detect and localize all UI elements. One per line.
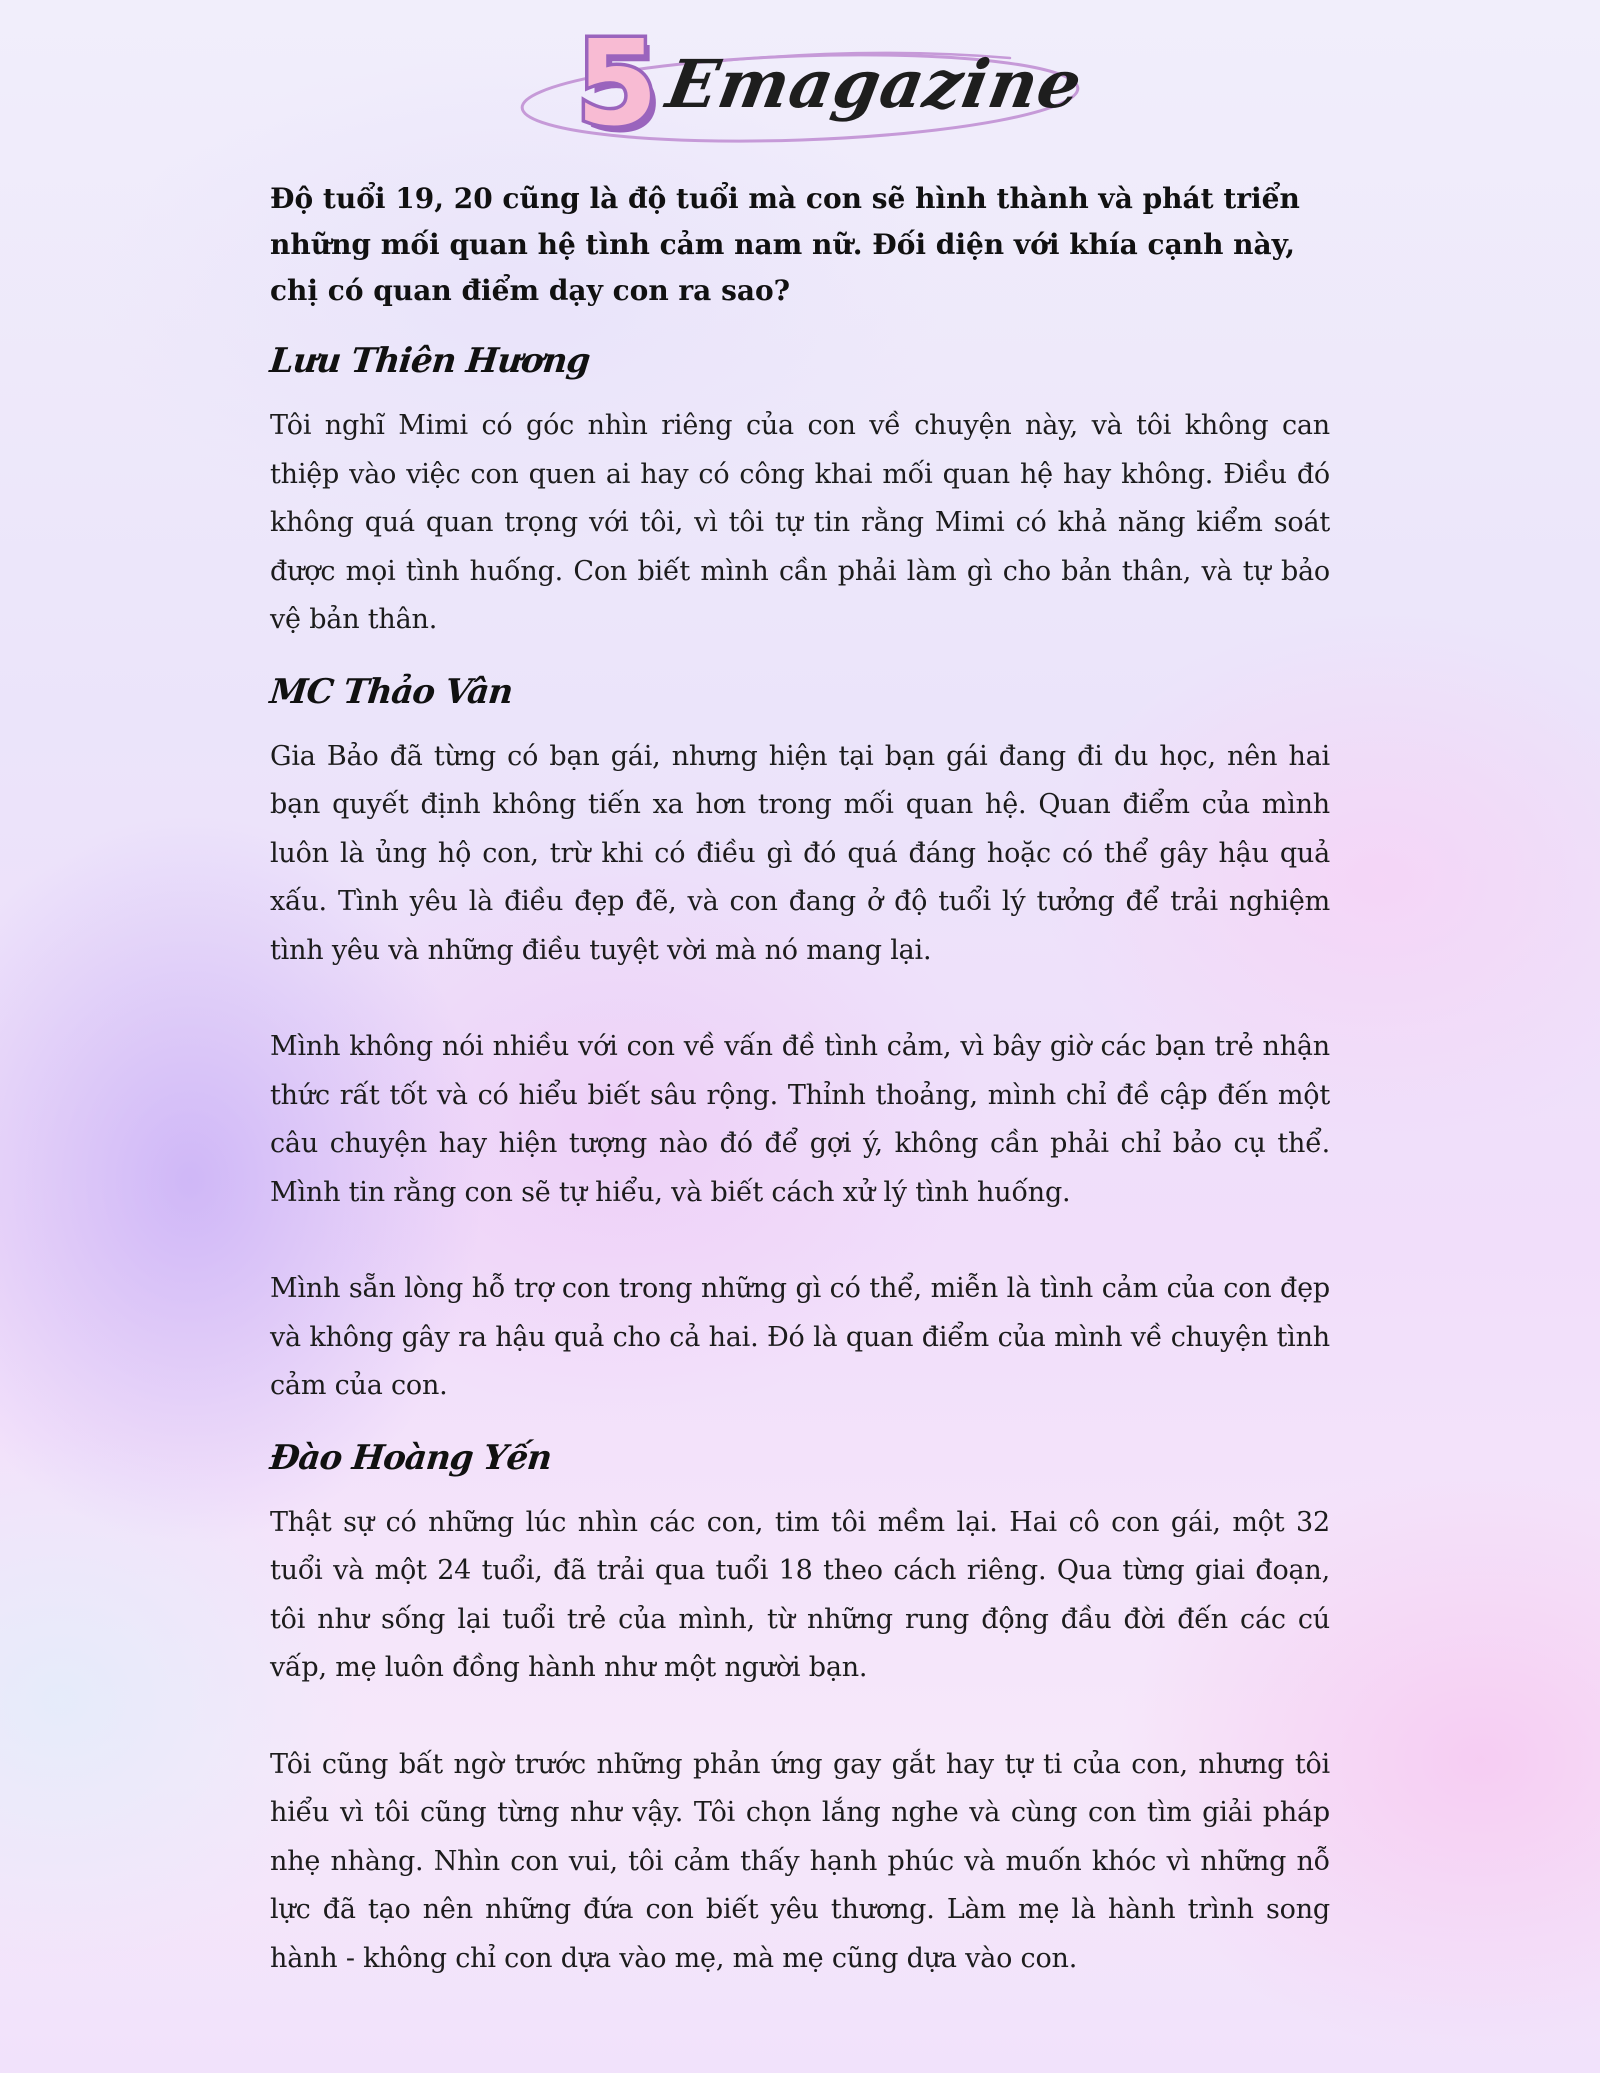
logo-wordmark: Emagazine [661, 45, 1089, 123]
answer-paragraph: Mình sẵn lòng hỗ trợ con trong những gì có thể, miễn là tình cảm của con đẹp và không gây ra hậu quả cho cả hai. Đó là quan điểm của mình về chuyện tình cảm của con. [270, 1273, 1330, 1401]
logo-number: 5 [575, 14, 659, 152]
answer-paragraph: Gia Bảo đã từng có bạn gái, nhưng hiện tại bạn gái đang đi du học, nên hai bạn quyết định không tiến xa hơn trong mối quan hệ. Quan điểm của mình luôn là ủng hộ con, trừ khi có điều gì đó quá đáng hoặc có thể gây hậu quả xấu. Tình yêu là điều đẹp đẽ, và con đang ở độ tuổi lý tưởng để trải nghiệm tình yêu và những điều tuyệt vời mà nó mang lại. [270, 740, 1330, 966]
answer-section-3 [267, 1433, 1330, 1984]
answer-paragraph: Thật sự có những lúc nhìn các con, tim tôi mềm lại. Hai cô con gái, một 32 tuổi và một 24 tuổi, đã trải qua tuổi 18 theo cách riêng. Qua từng giai đoạn, tôi như sống lại tuổi trẻ của mình, từ những rung động đầu đời đến các cú vấp, mẹ luôn đồng hành như một người bạn. [270, 1506, 1330, 1683]
answer-paragraph: Tôi nghĩ Mimi có góc nhìn riêng của con về chuyện này, và tôi không can thiệp vào việc con quen ai hay có công khai mối quan hệ hay không. Điều đó không quá quan trọng với tôi, vì tôi tự tin rằng Mimi có khả năng kiểm soát được mọi tình huống. Con biết mình cần phải làm gì cho bản thân, và tự bảo vệ bản thân. [270, 410, 1330, 635]
interview-question: Độ tuổi 19, 20 cũng là độ tuổi mà con sẽ hình thành và phát triển những mối quan hệ tình cảm nam nữ. Đối diện với khía cạnh này, chị có quan điểm dạy con ra sao? [270, 182, 1300, 307]
answer-section-1 [267, 336, 1330, 645]
masthead-logo [510, 14, 1090, 164]
speaker-name: Lưu Thiên Hương [267, 341, 592, 381]
answer-paragraph: Mình không nói nhiều với con về vấn đề tình cảm, vì bây giờ các bạn trẻ nhận thức rất tốt và có hiểu biết sâu rộng. Thỉnh thoảng, mình chỉ đề cập đến một câu chuyện hay hiện tượng nào đó để gợi ý, không cần phải chỉ bảo cụ thể. Mình tin rằng con sẽ tự hiểu, và biết cách xử lý tình huống. [270, 1031, 1330, 1208]
answer-paragraph: Tôi cũng bất ngờ trước những phản ứng gay gắt hay tự ti của con, nhưng tôi hiểu vì tôi cũng từng như vậy. Tôi chọn lắng nghe và cùng con tìm giải pháp nhẹ nhàng. Nhìn con vui, tôi cảm thấy hạnh phúc và muốn khóc vì những nỗ lực đã tạo nên những đứa con biết yêu thương. Làm mẹ là hành trình song hành - không chỉ con dựa vào mẹ, mà mẹ cũng dựa vào con. [270, 1748, 1330, 1974]
speaker-name: Đào Hoàng Yến [267, 1437, 554, 1478]
speaker-name: MC Thảo Vân [267, 671, 515, 712]
answer-section-2 [267, 667, 1330, 1411]
article-body [267, 176, 1330, 1983]
